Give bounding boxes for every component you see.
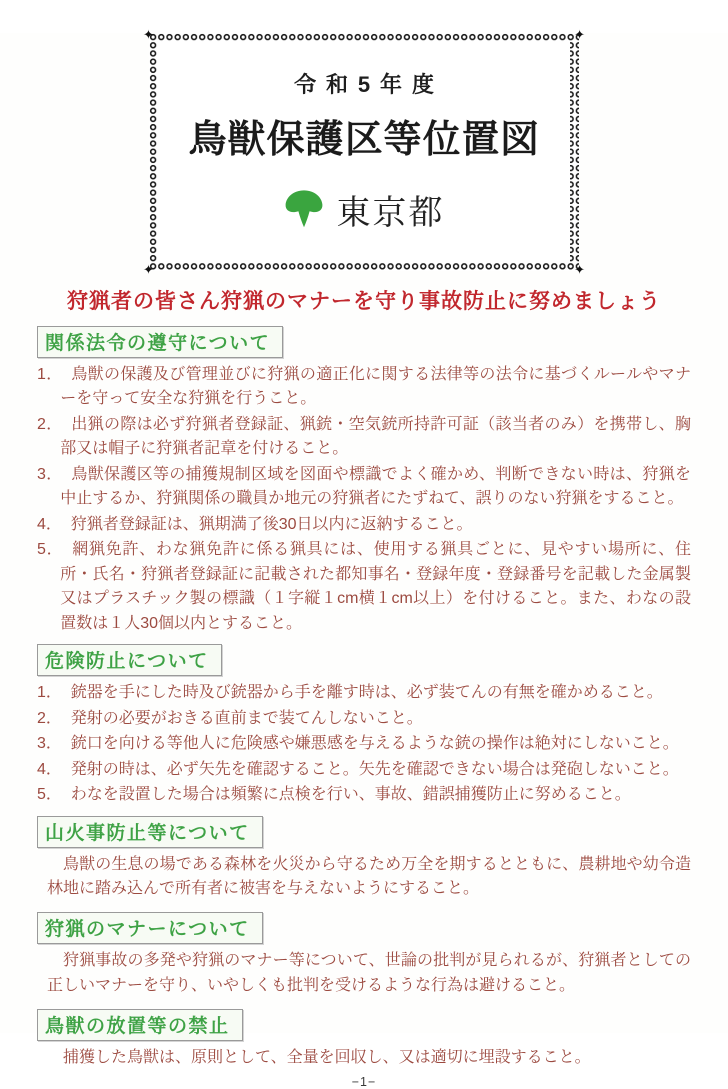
frame-corner-ornament-icon: ✦ [574, 262, 585, 277]
item-text: わなを設置した場合は頻繁に点検を行い、事故、錯誤捕獲防止に努めること。 [70, 786, 631, 804]
item-number: 1． [37, 366, 63, 383]
section-heading: 狩猟のマナーについて [37, 912, 263, 944]
item-text: 出猟の際は必ず狩猟者登録証、猟銃・空気銃所持許可証（該当者のみ）を携帯し、胸部又は帽子に狩猟者記章を付けること。 [60, 415, 691, 458]
list-item [37, 463, 691, 512]
list-item [37, 363, 691, 412]
list-item [37, 538, 691, 636]
frame-corner-ornament-icon: ✦ [574, 27, 585, 42]
item-number: 3． [37, 465, 63, 483]
list-item [37, 413, 691, 462]
document-title: 鳥獣保護区等位置図 [188, 119, 540, 161]
item-number: 5． [37, 786, 62, 804]
section-wildfire-prevention [37, 809, 691, 902]
item-number: 1． [37, 684, 62, 702]
item-number: 4． [37, 760, 62, 778]
item-text: 鳥獣の保護及び管理並びに狩猟の適正化に関する法律等の法令に基づくルールやマナーを守って安全な狩猟を行うこと。 [60, 366, 691, 408]
item-number: 4． [37, 515, 62, 533]
section-no-abandonment [37, 1002, 691, 1070]
item-number: 3． [37, 735, 62, 753]
section-heading: 鳥獣の放置等の禁止 [37, 1009, 243, 1041]
frame-corner-ornament-icon: ✦ [143, 27, 154, 42]
list-item [37, 707, 691, 731]
item-text: 銃口を向ける等他人に危険感や嫌悪感を与えるような銃の操作は絶対にしないこと。 [70, 735, 679, 753]
list-item [37, 758, 691, 782]
list-item [37, 732, 691, 756]
list-item [37, 783, 691, 807]
item-text: 鳥獣保護区等の捕獲規制区域を図面や標識でよく確かめ、判断できない時は、狩猟を中止するか、狩猟関係の職員か地元の狩猟者にたずねて、誤りのない狩猟をすること。 [60, 465, 691, 508]
item-text: 発射の時は、必ず矢先を確認すること。矢先を確認できない場合は発砲しないこと。 [70, 760, 679, 778]
section-paragraph: 狩猟事故の多発や狩猟のマナー等について、世論の批判が見られるが、狩猟者としての正しいマナーを守り、いやしくも批判を受けるような行為は避けること。 [47, 952, 691, 994]
section-paragraph: 鳥獣の生息の場である森林を火災から守るため万全を期するとともに、農耕地や幼令造林地に踏み込んで所有者に被害を与えないようにすること。 [47, 855, 691, 897]
section-paragraph: 捕獲した鳥獣は、原則として、全量を回収し、又は適切に埋設すること。 [63, 1049, 591, 1067]
list-item [37, 681, 691, 705]
document-body [37, 319, 691, 1071]
item-number: 2． [37, 709, 62, 727]
frame-corner-ornament-icon: ✦ [143, 262, 154, 277]
section-heading: 危険防止について [37, 644, 222, 676]
item-text: 狩猟者登録証は、猟期満了後30日以内に返納すること。 [70, 515, 473, 533]
item-number: 5． [37, 541, 64, 559]
item-text: 網猟免許、わな猟免許に係る猟具には、使用する猟具ごとに、見やすい場所に、住所・氏名・狩猟者登録証に記載された都知事名・登録年度・登録番号を記載した金属製又はプラスチック製の標識（１字縦１cm横１cm以上）を付けること。また、わなの設置数は１人30個以内とすること。 [60, 541, 691, 632]
list-item [37, 513, 691, 537]
title-frame-inner [158, 42, 570, 262]
section-hunting-manners [37, 905, 691, 998]
section-law-compliance [37, 319, 691, 636]
safety-slogan: 狩猟者の皆さん狩猟のマナーを守り事故防止に努めましょう [67, 290, 661, 313]
section-danger-prevention [37, 637, 691, 807]
document-page [0, 27, 728, 1089]
organization-row [166, 185, 562, 234]
page-number: −1− [351, 1074, 377, 1089]
item-text: 銃器を手にした時及び銃器から手を離す時は、必ず装てんの有無を確かめること。 [70, 684, 663, 702]
section-heading: 山火事防止等について [37, 816, 263, 848]
organization-name: 東京都 [336, 194, 445, 232]
item-text: 発射の必要がおきる直前まで装てんしないこと。 [70, 709, 423, 727]
section-heading: 関係法令の遵守について [37, 326, 283, 358]
fiscal-year: 令和5年度 [294, 72, 444, 97]
item-number: 2． [37, 415, 63, 433]
title-frame [143, 27, 585, 277]
tokyo-ginkgo-logo-icon [284, 187, 324, 233]
